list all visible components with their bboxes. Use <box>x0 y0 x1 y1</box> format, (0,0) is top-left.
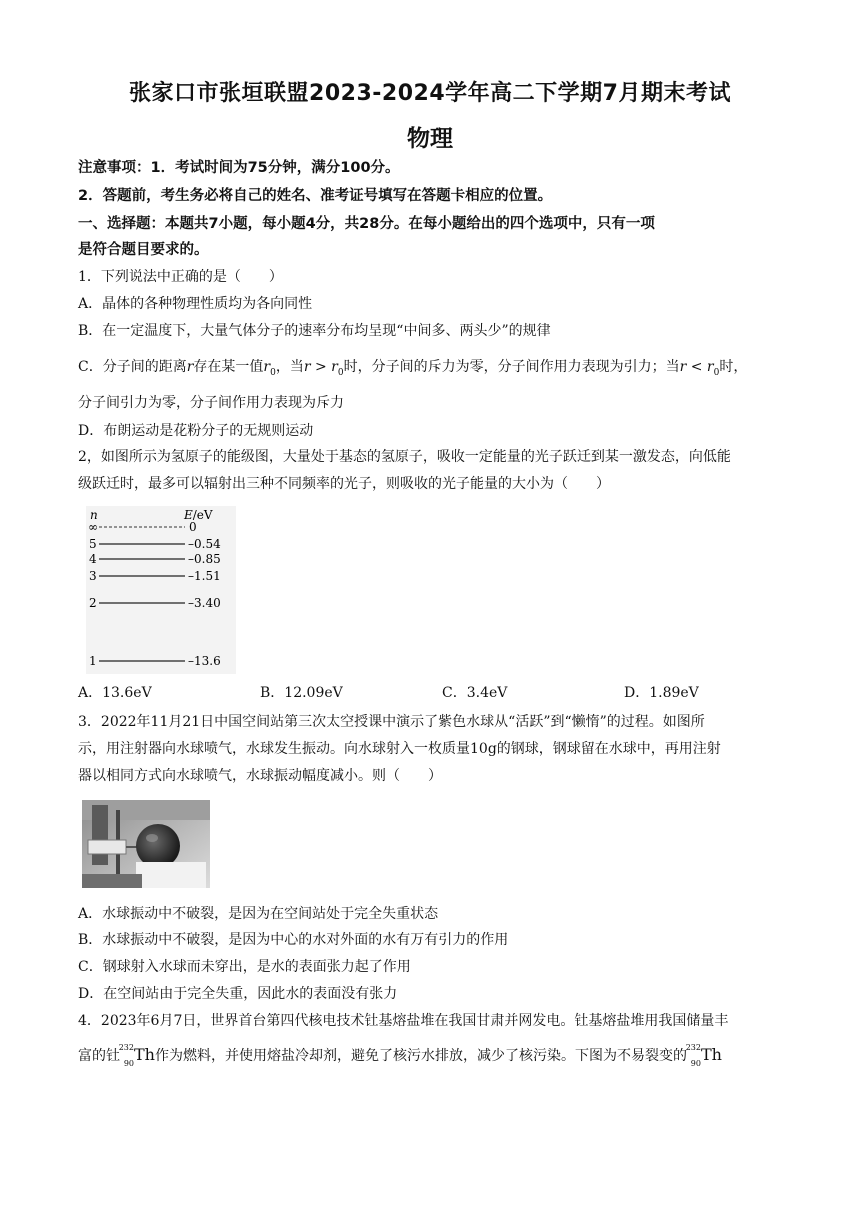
q4-text-2: 作为燃料，并使用熔盐冷却剂，避免了核污水排放，减少了核污染。下图为不易裂变的 <box>154 1048 687 1064</box>
level-e-4: –0.85 <box>188 552 221 566</box>
level-n-2: 2 <box>89 596 97 610</box>
q1-c-cond-1-sub: 0 <box>337 367 344 378</box>
q1-stem: 1．下列说法中正确的是（ ） <box>78 269 283 285</box>
level-n-5: 5 <box>89 537 97 551</box>
q4-nuclide-2 <box>685 1043 701 1068</box>
level-e-5: –0.54 <box>188 537 221 551</box>
subject-title: 物理 <box>407 126 453 152</box>
q1-option-a: A．晶体的各种物理性质均为各向同性 <box>78 296 313 312</box>
q4-text-1: 富的钍 <box>78 1048 120 1064</box>
q1-c-var-r: r <box>186 359 194 375</box>
q2-option-b: B．12.09eV <box>260 685 343 701</box>
q1-option-c <box>78 357 788 383</box>
level-n-inf: ∞ <box>88 520 98 534</box>
q4-nuclide-1 <box>118 1043 134 1068</box>
q2-options <box>78 683 788 703</box>
section-heading-line-2: 是符合题目要求的。 <box>78 242 209 258</box>
axis-label-n: n <box>90 508 98 522</box>
level-e-1: –13.6 <box>188 654 221 668</box>
q1-c-text-2: 存在某一值 <box>193 359 264 375</box>
q3-stem-line-2: 示，用注射器向水球喷气，水球发生振动。向水球射入一枚质量10g的钢球，钢球留在水球中，再用注射 <box>78 741 721 757</box>
level-e-inf: 0 <box>189 520 197 534</box>
q1-c-r0: r <box>263 359 271 375</box>
level-n-3: 3 <box>89 569 97 583</box>
q3-option-d: D．在空间站由于完全失重，因此水的表面没有张力 <box>78 986 398 1002</box>
q1-c-cond-2: r < r <box>679 359 714 375</box>
axis-label-energy: E/eV <box>184 508 213 522</box>
q2-option-d: D．1.89eV <box>624 685 699 701</box>
q3-option-b: B．水球振动中不破裂，是因为中心的水对外面的水有万有引力的作用 <box>78 932 509 948</box>
q3-stem-line-1: 3．2022年11月21日中国空间站第三次太空授课中演示了紫色水球从“活跃”到“懒惰”的过程。如图所 <box>78 714 705 730</box>
q2-option-c: C．3.4eV <box>442 685 508 701</box>
q3-option-c: C．钢球射入水球而未穿出，是水的表面张力起了作用 <box>78 959 411 975</box>
level-e-3: –1.51 <box>188 569 221 583</box>
q1-c-text-5: 时， <box>719 359 748 375</box>
q4-stem-line-2 <box>78 1045 788 1066</box>
q4-mass-number-2: 232 <box>685 1043 701 1052</box>
q1-c-cond-1: r > r <box>303 359 338 375</box>
q4-element-1: Th <box>134 1045 155 1064</box>
q4-stem-line-1: 4．2023年6月7日，世界首台第四代核电技术钍基熔盐堆在我国甘肃并网发电。钍基熔盐堆用我国储量丰 <box>78 1013 729 1029</box>
level-n-1: 1 <box>89 654 97 668</box>
level-e-2: –3.40 <box>188 596 221 610</box>
notice-line-1: 注意事项：1．考试时间为75分钟，满分100分。 <box>78 160 400 176</box>
q1-c-text-1: C．分子间的距离 <box>78 359 187 375</box>
water-ball-photo <box>82 800 210 888</box>
q1-c-cond-2-sub: 0 <box>713 367 720 378</box>
q2-option-a: A．13.6eV <box>78 685 152 701</box>
energy-level-diagram <box>86 506 236 674</box>
q4-element-2: Th <box>700 1045 722 1064</box>
q3-stem-line-3: 器以相同方式向水球喷气，水球振动幅度减小。则（ ） <box>78 768 442 784</box>
q1-option-d: D．布朗运动是花粉分子的无规则运动 <box>78 423 314 439</box>
q4-atomic-number-1: 90 <box>123 1059 134 1068</box>
q1-option-b: B．在一定温度下，大量气体分子的速率分布均呈现“中间多、两头少”的规律 <box>78 323 551 339</box>
q4-atomic-number-2: 90 <box>690 1059 701 1068</box>
q1-option-c-cont: 分子间引力为零，分子间作用力表现为斥力 <box>78 395 344 411</box>
q1-c-text-4: 时，分子间的斥力为零，分子间作用力表现为引力；当 <box>343 359 680 375</box>
level-n-4: 4 <box>89 552 97 566</box>
q3-option-a: A．水球振动中不破裂，是因为在空间站处于完全失重状态 <box>78 906 439 922</box>
exam-title: 张家口市张垣联盟2023-2024学年高二下学期7月期末考试 <box>129 81 731 106</box>
q1-c-r0-sub: 0 <box>270 367 276 378</box>
section-heading-line-1: 一、选择题：本题共7小题，每小题4分，共28分。在每小题给出的四个选项中，只有一项 <box>78 216 655 232</box>
q1-c-text-3: ，当 <box>275 359 304 375</box>
q2-stem-line-1: 2，如图所示为氢原子的能级图，大量处于基态的氢原子，吸收一定能量的光子跃迁到某一激发态，向低能 <box>78 449 731 465</box>
notice-line-2: 2．答题前，考生务必将自己的姓名、准考证号填写在答题卡相应的位置。 <box>78 188 553 204</box>
q2-stem-line-2: 级跃迁时，最多可以辐射出三种不同频率的光子，则吸收的光子能量的大小为（ ） <box>78 476 610 492</box>
q4-mass-number-1: 232 <box>118 1043 134 1052</box>
